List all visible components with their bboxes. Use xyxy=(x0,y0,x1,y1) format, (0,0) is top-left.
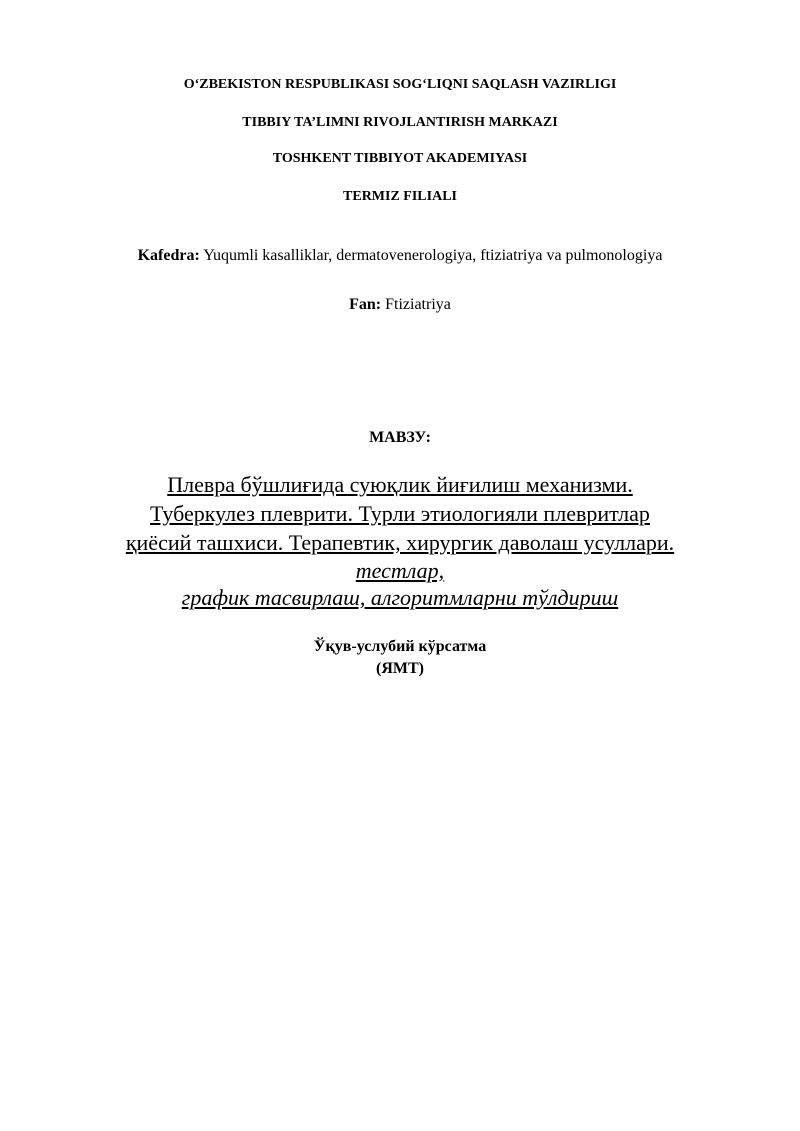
department-label: Kafedra: xyxy=(137,247,200,264)
department-value: Yuqumli kasalliklar, dermatovenerologiya, ftiziatriya va pulmonologiya xyxy=(203,247,663,264)
academy-heading: TOSHKENT TIBBIYOT AKADEMIYASI xyxy=(272,151,528,166)
ministry-heading: O‘ZBEKISTON RESPUBLIKASI SOG‘LIQNI SAQLASH VAZIRLIGI xyxy=(183,77,617,92)
topic-line-5: график тасвирлаш, алгоритмларни тўлдириш xyxy=(181,585,619,610)
topic-label: МАВЗУ: xyxy=(369,429,431,446)
subject-line xyxy=(0,296,800,314)
topic-line-4: тестлар, xyxy=(355,558,445,583)
topic-line-3: қиёсий ташхиси. Терапевтик, хирургик даволаш усуллари. xyxy=(125,530,675,555)
doc-type-abbr: (ЯМТ) xyxy=(376,660,424,677)
topic-line-1: Плевра бўшлиғида суюқлик йиғилиш механизми. xyxy=(167,472,633,497)
department-line xyxy=(0,247,800,265)
subject-label: Fan: xyxy=(349,296,382,313)
subject-value: Ftiziatriya xyxy=(385,296,451,313)
branch-heading: TERMIZ FILIALI xyxy=(343,189,457,204)
topic-line-2: Туберкулез плеврити. Турли этиологияли плевритлар xyxy=(150,501,650,526)
doc-type-title: Ўқув-услубий кўрсатма xyxy=(313,638,487,655)
center-heading: TIBBIY TA’LIMNI RIVOJLANTIRISH MARKAZI xyxy=(242,115,558,130)
